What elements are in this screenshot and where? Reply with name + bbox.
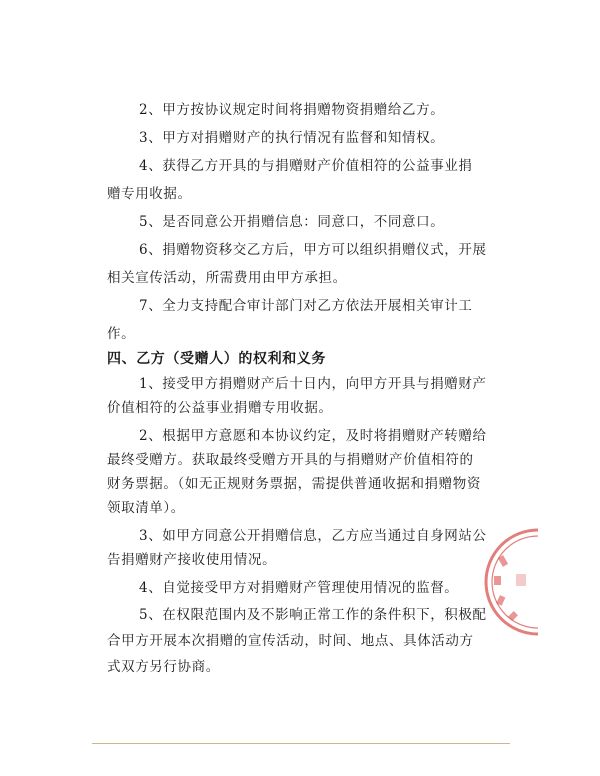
page-bottom-rule: [92, 743, 510, 744]
clause-a-6-cont: 相关宣传活动，所需费用由甲方承担。: [107, 270, 347, 286]
clause-b-5-cont-1: 合甲方开展本次捐赠的宣传活动，时间、地点、具体活动方: [107, 633, 474, 649]
clause-b-1-cont: 价值相符的公益事业捐赠专用收据。: [107, 400, 333, 416]
clause-b-2: 2、根据甲方意愿和本协议约定，及时将捐赠财产转赠给: [139, 428, 487, 444]
clause-b-1: 1、接受甲方捐赠财产后十日内，向甲方开具与捐赠财产: [139, 376, 487, 392]
clause-b-4: 4、自觉接受甲方对捐赠财产管理使用情况的监督。: [139, 580, 459, 596]
clause-b-3: 3、如甲方同意公开捐赠信息，乙方应当通过自身网站公: [139, 528, 487, 544]
clause-b-2-cont-3: 领取清单）。: [107, 500, 185, 516]
clause-b-2-cont-2: 财务票据。（如无正规财务票据，需提供普通收据和捐赠物资: [107, 476, 481, 492]
clause-b-3-cont: 告捐赠财产接收使用情况。: [107, 552, 277, 568]
clause-a-7-cont: 作。: [107, 326, 136, 342]
clause-a-3: 3、甲方对捐赠财产的执行情况有监督和知情权。: [139, 130, 445, 146]
clause-a-2: 2、甲方按协议规定时间将捐赠物资捐赠给乙方。: [139, 102, 445, 118]
clause-b-5-cont-2: 式双方另行协商。: [107, 659, 220, 675]
clause-a-7: 7、全力支持配合审计部门对乙方依法开展相关审计工: [139, 298, 473, 314]
clause-a-6: 6、捐赠物资移交乙方后，甲方可以组织捐赠仪式，开展: [139, 242, 487, 258]
clause-a-5: 5、是否同意公开捐赠信息：同意口，不同意口。: [139, 214, 445, 230]
clause-b-2-cont-1: 最终受赠方。获取最终受赠方开具的与捐赠财产价值相符的: [107, 452, 474, 468]
official-seal: [478, 522, 598, 642]
clause-a-4-cont: 赠专用收据。: [107, 186, 192, 202]
clause-a-4: 4、获得乙方开具的与捐赠财产价值相符的公益事业捐: [139, 158, 473, 174]
clause-b-5: 5、在权限范围内及不影响正常工作的条件积下，积极配: [139, 607, 487, 623]
section-heading: 四、乙方（受赠人）的权利和义务: [107, 351, 326, 367]
